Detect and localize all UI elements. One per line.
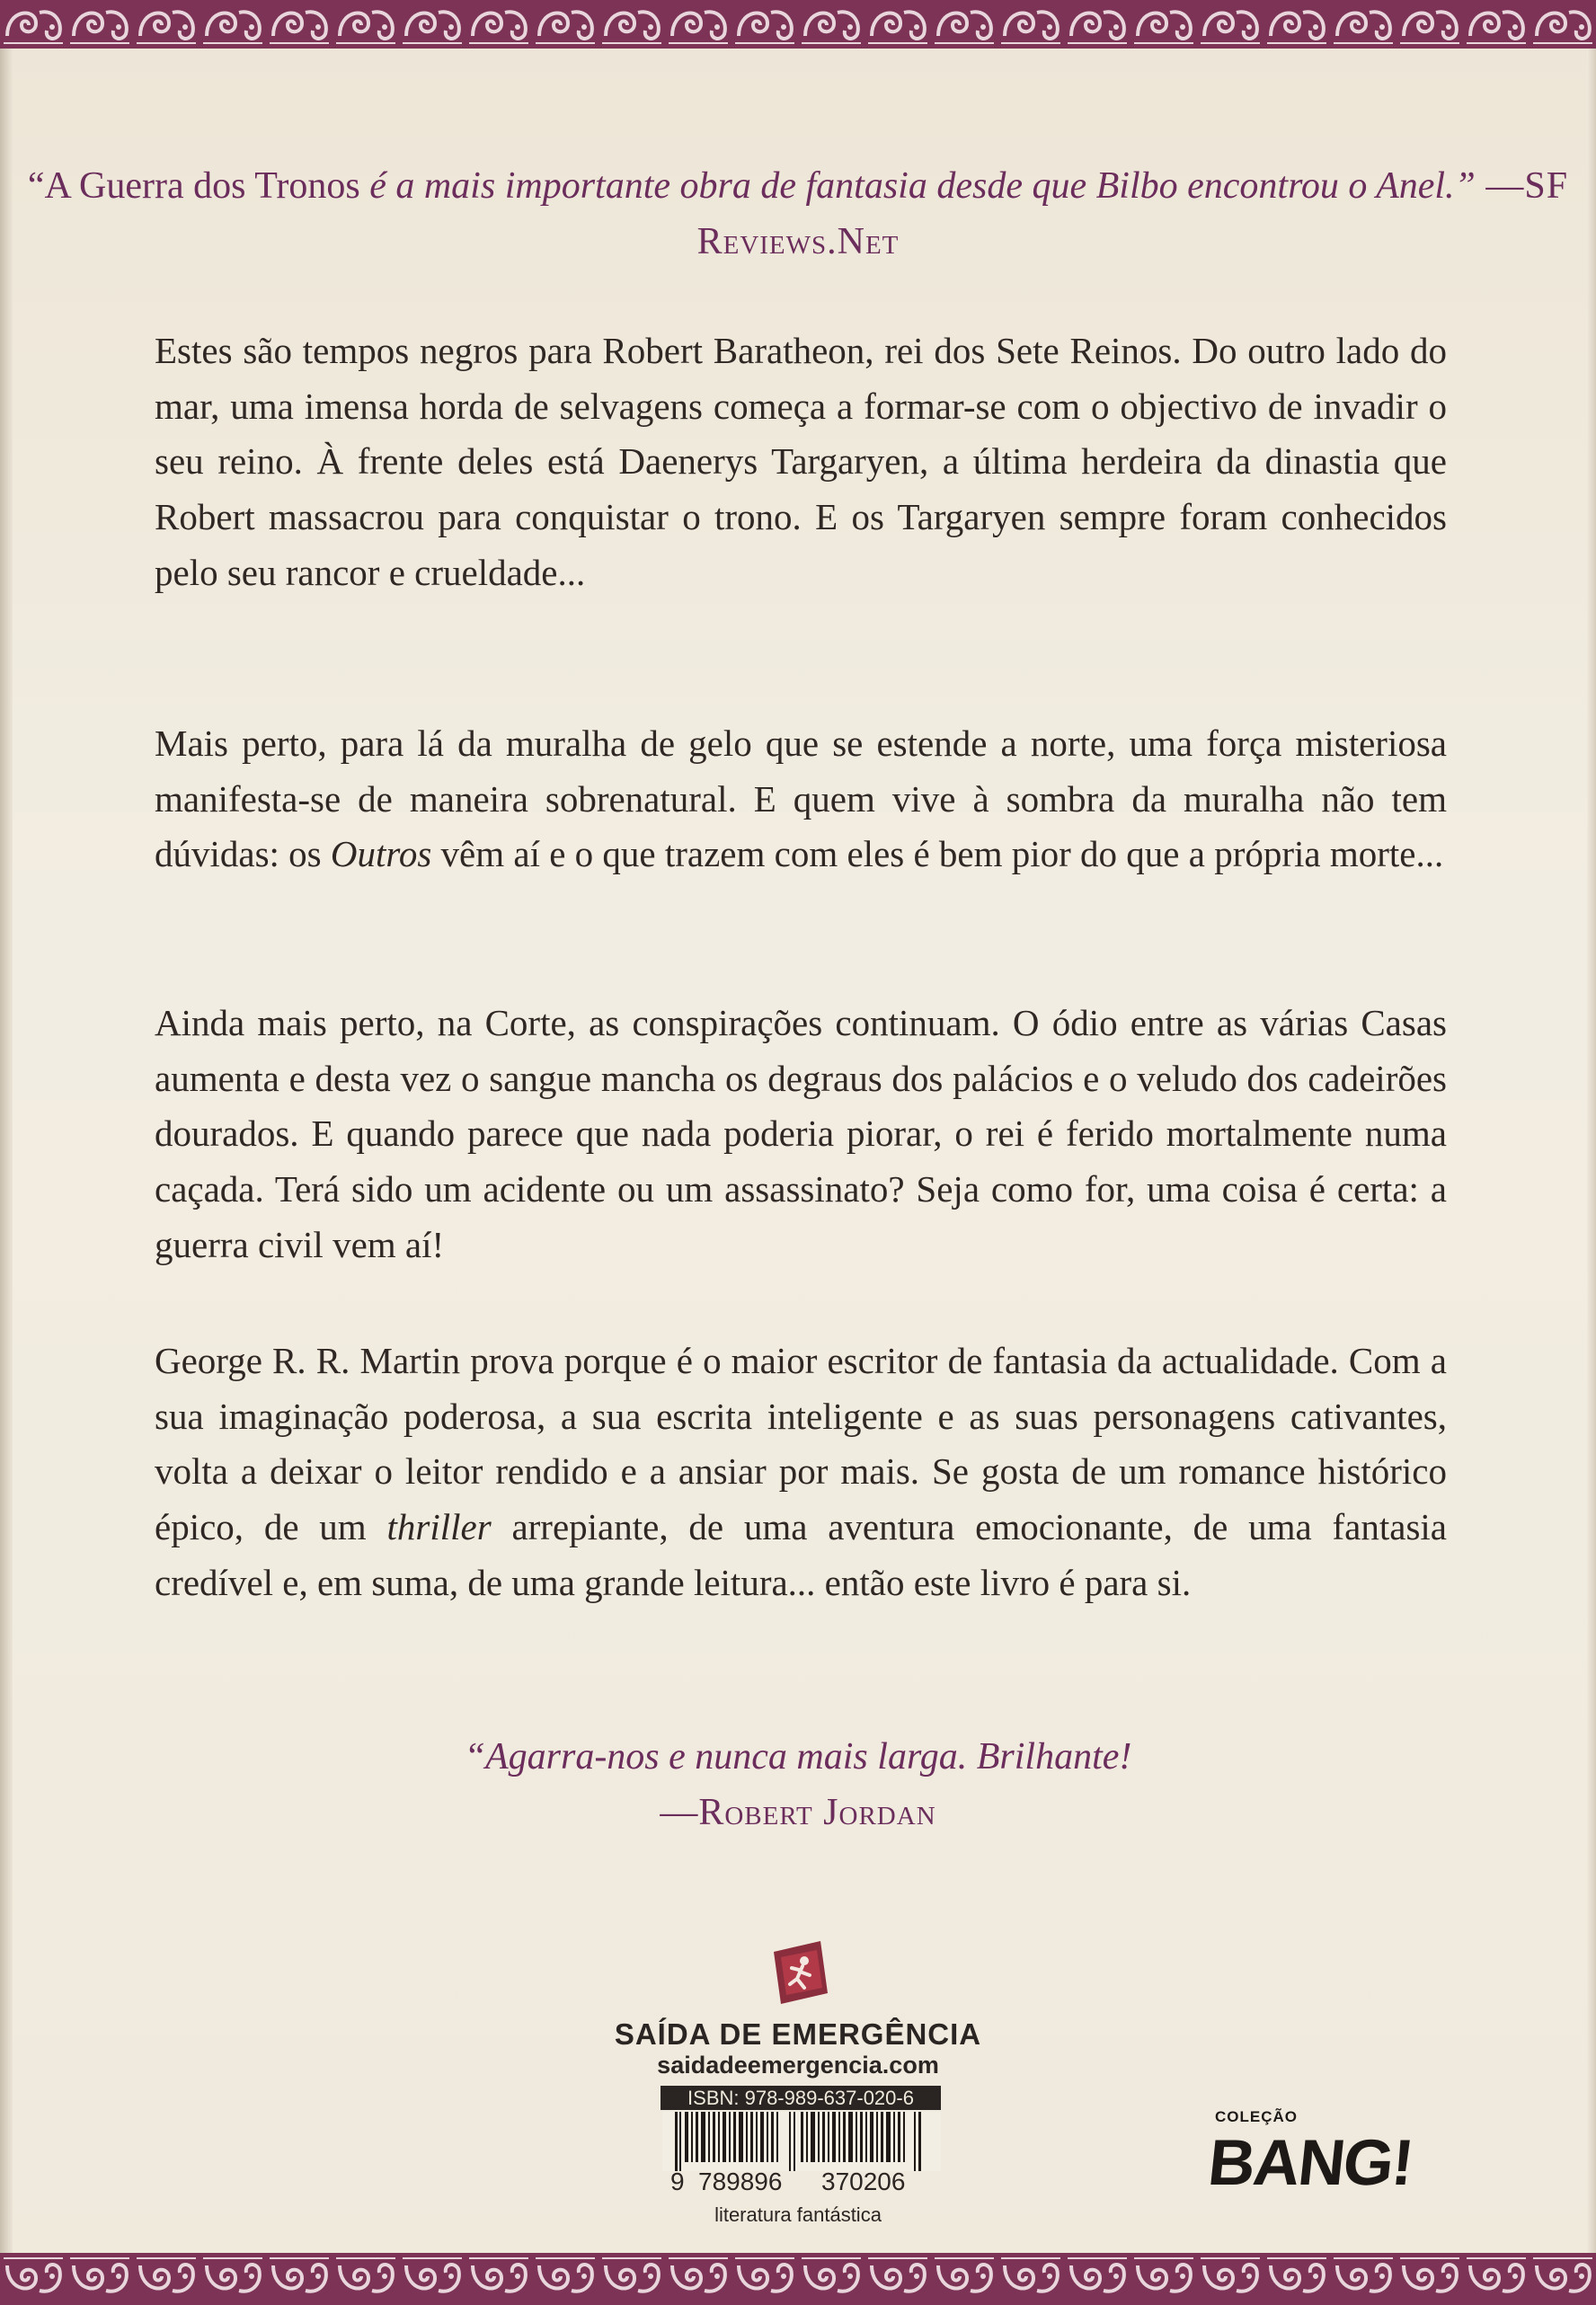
genre-label: literatura fantástica: [714, 2203, 882, 2226]
isbn-label: ISBN: 978-989-637-020-6: [661, 2086, 941, 2110]
paragraph-emphasis: thriller: [386, 1506, 492, 1548]
blurb-quote-open: “A Guerra dos Tronos: [27, 165, 370, 207]
closing-quote-source: —Robert Jordan: [660, 1792, 936, 1833]
exit-runner-icon: [768, 1939, 831, 2016]
barcode-digits-right: 370206: [821, 2168, 906, 2195]
paragraph-text: Ainda mais perto, na Corte, as conspirações continuam. O ódio entre as várias Casas aumenta e desta vez o sangue mancha os degraus dos palácios e o veludo dos cadeirões dourados. E quando parece que nada poderia piorar, o rei é ferido mortalmente numa caçada. Terá sido um acidente ou um assassinato? Seja como for, uma coisa é certa: a guerra civil vem aí!: [155, 1002, 1447, 1265]
top-ornamental-border: [0, 0, 1596, 49]
spine-shadow: [0, 0, 13, 2305]
paragraph-text: vêm aí e o que trazem com eles é bem pior do que a própria morte...: [431, 833, 1444, 875]
closing-quote: [0, 1729, 1596, 1840]
barcode-digits-left: 789896: [698, 2168, 783, 2195]
bottom-ornamental-border: [0, 2253, 1596, 2305]
publisher-name: SAÍDA DE EMERGÊNCIA: [614, 2017, 982, 2051]
synopsis-paragraph-1: [155, 324, 1447, 601]
paragraph-text: George R. R. Martin prova porque é o maior escritor de fantasia da actualidade. Com a sua imaginação poderosa, a sua escrita inteligente e as suas personagens cativantes, volta a deixar o leitor rendido e a ansiar por mais. Se gosta de um romance histórico épico, de um: [155, 1340, 1447, 1548]
blurb-quote-source: —SF Reviews.Net: [696, 165, 1569, 262]
synopsis-paragraph-3: [155, 996, 1447, 1273]
collection-label: COLEÇÃO: [1215, 2108, 1298, 2125]
publisher-url: saidadeemergencia.com: [657, 2052, 939, 2079]
blurb-quote: [0, 158, 1596, 270]
collection-logo: BANG!: [1204, 2127, 1416, 2199]
barcode-digit-prefix: 9: [670, 2168, 685, 2195]
blurb-quote-italic: é a mais importante obra de fantasia desde que Bilbo encontrou o Anel.”: [369, 165, 1476, 207]
paragraph-text: Mais perto, para lá da muralha de gelo que se estende a norte, uma força misteriosa manifesta-se de maneira sobrenatural. E quem vive à sombra da muralha não tem dúvidas: os: [155, 723, 1447, 875]
closing-quote-text: “Agarra-nos e nunca mais larga. Brilhante!: [464, 1736, 1132, 1778]
paragraph-text: arrepiante, de uma aventura emocionante, de uma fantasia credível e, em suma, de uma grande leitura... então este livro é para si.: [155, 1506, 1447, 1603]
synopsis-paragraph-2: [155, 716, 1447, 882]
page-edge: [1587, 0, 1596, 2305]
barcode-icon: [662, 2112, 941, 2176]
paragraph-emphasis: Outros: [330, 833, 432, 875]
paragraph-text: Estes são tempos negros para Robert Baratheon, rei dos Sete Reinos. Do outro lado do mar, uma imensa horda de selvagens começa a formar-se com o objectivo de invadir o seu reino. À frente deles está Daenerys Targaryen, a última herdeira da dinastia que Robert massacrou para conquistar o trono. E os Targaryen sempre foram conhecidos pelo seu rancor e crueldade...: [155, 330, 1447, 593]
synopsis-paragraph-4: [155, 1334, 1447, 1611]
